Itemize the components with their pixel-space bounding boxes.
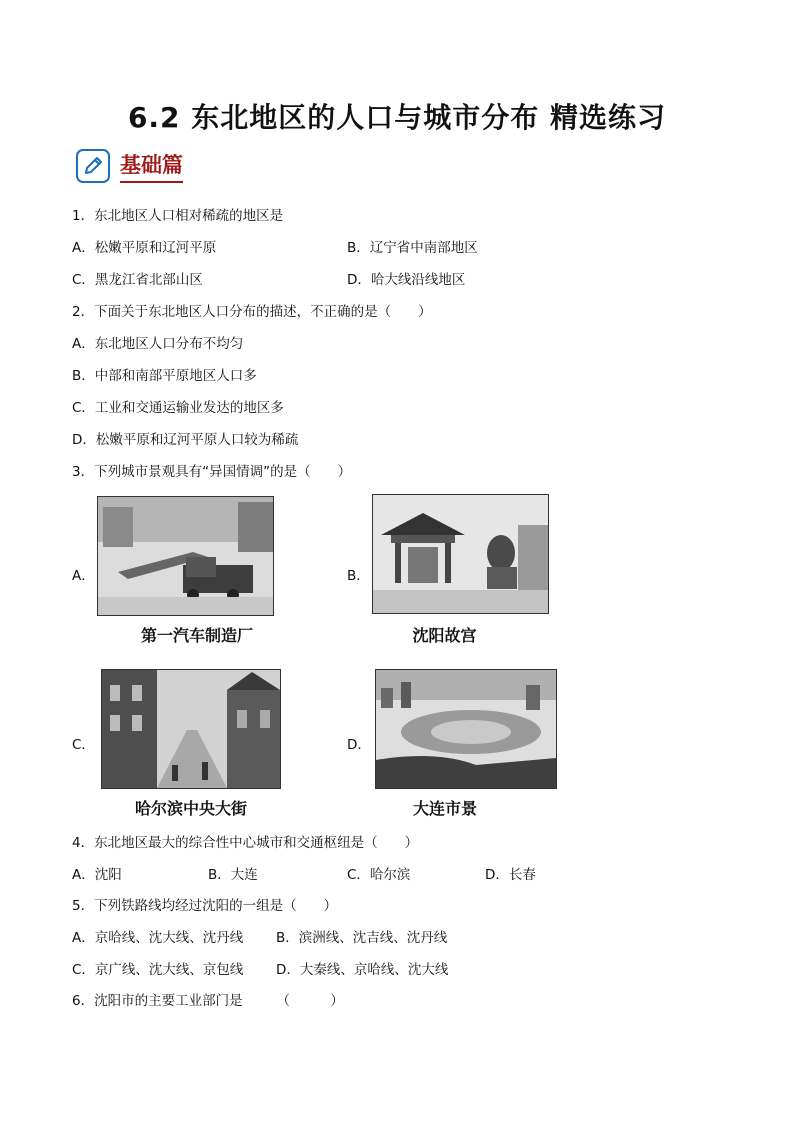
q4-option-c: C．哈尔滨 <box>347 867 411 883</box>
page-title: 6.2 东北地区的人口与城市分布 精选练习 <box>127 101 667 134</box>
q3-option-d-letter: D． <box>347 737 371 753</box>
q4-option-a: A．沈阳 <box>72 867 122 883</box>
q1-option-d: D．哈大线沿线地区 <box>347 272 466 288</box>
q3-photo-c-harbin-street <box>101 669 281 789</box>
q3-option-c-letter: C． <box>72 737 95 753</box>
q4-option-d: D．长春 <box>485 867 536 883</box>
q1-option-c: C．黑龙江省北部山区 <box>72 272 203 288</box>
q5-option-a: A．京哈线、沈大线、沈丹线 <box>72 930 244 946</box>
q3-photo-a-truck-factory <box>97 496 274 616</box>
q3-caption-a: 第一汽车制造厂 <box>140 626 253 645</box>
q5-option-d: D．大秦线、京哈线、沈大线 <box>276 962 449 978</box>
q2-option-d: D．松嫩平原和辽河平原人口较为稀疏 <box>72 432 299 448</box>
q3-option-a-letter: A． <box>72 568 95 584</box>
q2-option-c: C．工业和交通运输业发达的地区多 <box>72 400 284 416</box>
section-label: 基础篇 <box>120 149 183 183</box>
q4-option-b: B．大连 <box>208 867 258 883</box>
q6-stem: 6．沈阳市的主要工业部门是 （ ） <box>72 993 344 1009</box>
q5-stem: 5．下列铁路线均经过沈阳的一组是（ ） <box>72 898 338 914</box>
q5-option-c: C．京广线、沈大线、京包线 <box>72 962 244 978</box>
q3-photo-d-dalian-city <box>375 669 557 789</box>
section-header <box>76 146 183 186</box>
q1-option-a: A．松嫩平原和辽河平原 <box>72 240 217 256</box>
q4-stem: 4．东北地区最大的综合性中心城市和交通枢纽是（ ） <box>72 835 419 851</box>
q2-option-a: A．东北地区人口分布不均匀 <box>72 336 244 352</box>
q3-caption-c: 哈尔滨中央大街 <box>134 799 247 818</box>
q2-stem: 2．下面关于东北地区人口分布的描述，不正确的是（ ） <box>72 304 432 320</box>
pencil-edit-icon <box>76 149 110 183</box>
q3-photo-b-shenyang-palace <box>372 494 549 614</box>
q3-stem: 3．下列城市景观具有“异国情调”的是（ ） <box>72 464 352 480</box>
q1-option-b: B．辽宁省中南部地区 <box>347 240 478 256</box>
q3-caption-d: 大连市景 <box>412 799 477 818</box>
q1-stem: 1．东北地区人口相对稀疏的地区是 <box>72 208 284 224</box>
q2-option-b: B．中部和南部平原地区人口多 <box>72 368 257 384</box>
q3-caption-b: 沈阳故宫 <box>412 626 477 645</box>
q3-option-b-letter: B． <box>347 568 370 584</box>
q5-option-b: B．滨洲线、沈吉线、沈丹线 <box>276 930 448 946</box>
